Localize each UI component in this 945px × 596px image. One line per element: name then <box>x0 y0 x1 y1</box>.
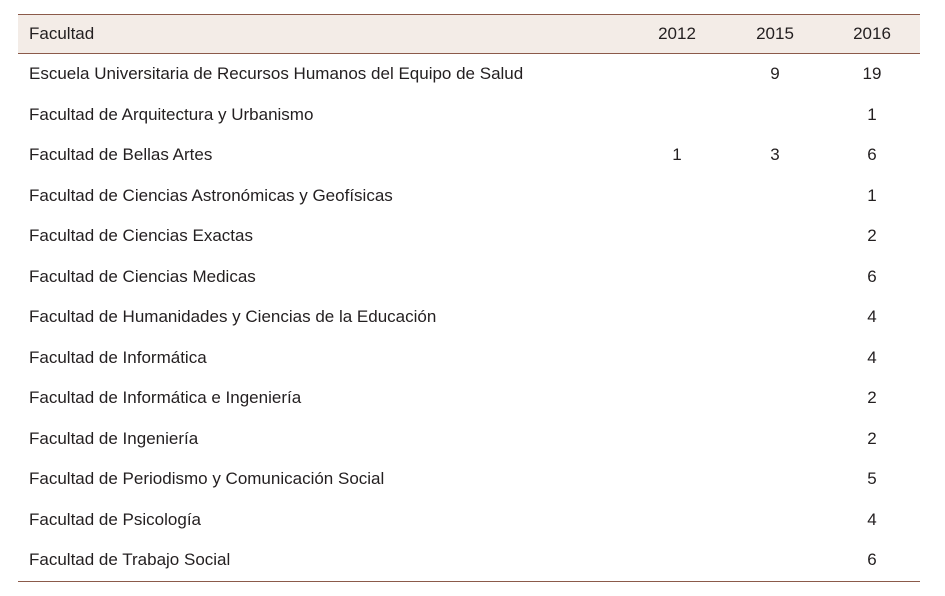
value-2016: 6 <box>824 540 920 581</box>
table-body <box>18 54 920 582</box>
table-row <box>18 54 920 95</box>
value-2012: 1 <box>672 145 682 165</box>
header-2015: 2015 <box>726 15 824 54</box>
value-2012 <box>628 176 726 217</box>
value-2015 <box>726 95 824 136</box>
facultad-name: Facultad de Humanidades y Ciencias de la Educación <box>29 307 437 327</box>
table-row <box>18 419 920 460</box>
table-row <box>18 378 920 419</box>
table-row <box>18 540 920 581</box>
value-2016: 2 <box>867 428 877 448</box>
value-2016: 4 <box>867 347 877 367</box>
value-2012 <box>628 95 726 136</box>
facultad-name: Facultad de Ciencias Medicas <box>29 266 256 286</box>
facultad-name: Facultad de Arquitectura y Urbanismo <box>29 104 314 124</box>
value-2015 <box>726 500 824 541</box>
facultad-name: Facultad de Ingeniería <box>29 428 199 448</box>
value-2016: 6 <box>867 266 877 286</box>
value-2016: 4 <box>867 307 877 327</box>
table-row <box>18 216 920 257</box>
table-row <box>18 257 920 298</box>
facultad-table-container <box>18 14 920 582</box>
header-row <box>18 15 920 54</box>
value-2016: 2 <box>867 226 877 246</box>
table-row <box>18 500 920 541</box>
value-2016: 1 <box>867 185 877 205</box>
value-2016: 1 <box>867 104 877 124</box>
value-2012 <box>628 378 726 419</box>
value-2012 <box>628 54 726 95</box>
header-2016: 2016 <box>824 15 920 54</box>
facultad-name: Escuela Universitaria de Recursos Humanos del Equipo de Salud <box>29 64 524 84</box>
value-2015 <box>726 378 824 419</box>
value-2012 <box>628 419 726 460</box>
facultad-name: Facultad de Informática e Ingeniería <box>29 388 302 408</box>
value-2015: 9 <box>770 64 780 84</box>
facultad-table <box>18 14 920 582</box>
value-2016: 5 <box>867 469 877 489</box>
table-row <box>18 338 920 379</box>
value-2012 <box>628 500 726 541</box>
facultad-name: Facultad de Ciencias Exactas <box>29 226 253 246</box>
table-row <box>18 459 920 500</box>
value-2016: 19 <box>862 64 882 84</box>
facultad-name: Facultad de Psicología <box>29 509 201 529</box>
value-2015 <box>726 257 824 298</box>
value-2015 <box>726 459 824 500</box>
value-2012 <box>628 297 726 338</box>
table-header <box>18 15 920 54</box>
value-2012 <box>628 459 726 500</box>
header-2012: 2012 <box>628 15 726 54</box>
table-row <box>18 176 920 217</box>
value-2016: 4 <box>867 509 877 529</box>
facultad-name: Facultad de Ciencias Astronómicas y Geofísicas <box>29 185 393 205</box>
value-2015 <box>726 338 824 379</box>
value-2015 <box>726 419 824 460</box>
value-2015 <box>726 176 824 217</box>
value-2015 <box>726 297 824 338</box>
value-2012 <box>628 216 726 257</box>
value-2016: 2 <box>867 388 877 408</box>
header-facultad: Facultad <box>18 15 628 54</box>
value-2012 <box>628 257 726 298</box>
table-row <box>18 95 920 136</box>
value-2012 <box>628 338 726 379</box>
facultad-name: Facultad de Bellas Artes <box>29 145 213 165</box>
facultad-name: Facultad de Trabajo Social <box>18 540 628 581</box>
value-2012 <box>628 540 726 581</box>
table-row <box>18 135 920 176</box>
value-2016: 6 <box>867 145 877 165</box>
facultad-name: Facultad de Informática <box>29 347 207 367</box>
facultad-name: Facultad de Periodismo y Comunicación Social <box>29 469 385 489</box>
value-2015: 3 <box>770 145 780 165</box>
table-row <box>18 297 920 338</box>
value-2015 <box>726 216 824 257</box>
value-2015 <box>726 540 824 581</box>
